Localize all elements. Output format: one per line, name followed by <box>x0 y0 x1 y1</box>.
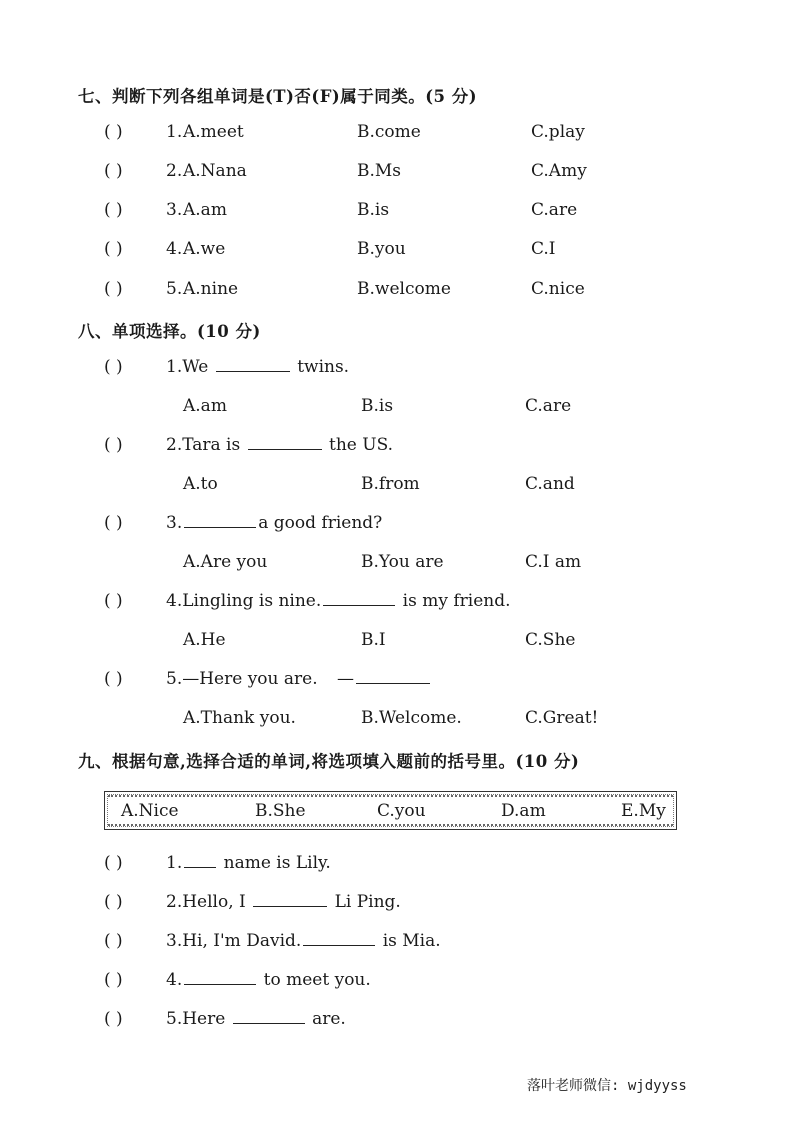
word-bank-item: B.She <box>255 801 306 821</box>
option-c: C.are <box>531 200 578 220</box>
question-number: 3. <box>166 200 183 220</box>
question-number: 2. <box>166 161 183 181</box>
question-stem <box>166 669 432 689</box>
option-a: A.Are you <box>183 552 268 572</box>
answer-paren[interactable]: ( ) <box>104 122 123 142</box>
stem-text: 2.Tara is <box>166 435 241 455</box>
option-b: B.from <box>361 474 420 494</box>
option-c: C.She <box>525 630 576 650</box>
option-c: C.I <box>531 239 556 259</box>
stem-text: are. <box>312 1009 346 1029</box>
question-stem <box>166 513 382 533</box>
word-bank-item: E.My <box>621 801 666 821</box>
question-stem <box>166 357 349 377</box>
option-a: A.Nana <box>183 161 247 181</box>
stem-text: 5.Here <box>166 1009 226 1029</box>
stem-text: 5.—Here you are. <box>166 669 318 689</box>
answer-blank[interactable] <box>303 944 375 946</box>
answer-blank[interactable] <box>233 1022 305 1024</box>
stem-text: a good friend? <box>258 513 383 533</box>
stem-text: 3. <box>166 513 183 533</box>
answer-blank[interactable] <box>184 983 256 985</box>
answer-blank[interactable] <box>248 448 322 450</box>
stem-text: 1. <box>166 853 183 873</box>
word-bank-item: D.am <box>501 801 546 821</box>
option-b: B.Ms <box>357 161 402 181</box>
option-c: C.nice <box>531 279 585 299</box>
option-a: A.Thank you. <box>183 708 296 728</box>
option-c: C.are <box>525 396 572 416</box>
option-b: B.come <box>357 122 421 142</box>
section-8-heading: 八、单项选择。(10 分) <box>78 322 261 341</box>
section-9-heading: 九、根据句意,选择合适的单词,将选项填入题前的括号里。(10 分) <box>78 752 580 771</box>
answer-blank[interactable] <box>253 905 327 907</box>
answer-paren[interactable]: ( ) <box>104 669 123 689</box>
answer-paren[interactable]: ( ) <box>104 970 123 990</box>
answer-paren[interactable]: ( ) <box>104 239 123 259</box>
answer-paren[interactable]: ( ) <box>104 892 123 912</box>
stem-dash: — <box>337 669 355 689</box>
answer-paren[interactable]: ( ) <box>104 435 123 455</box>
answer-paren[interactable]: ( ) <box>104 931 123 951</box>
option-c: C.and <box>525 474 575 494</box>
answer-paren[interactable]: ( ) <box>104 200 123 220</box>
option-c: C.play <box>531 122 585 142</box>
question-stem <box>166 931 441 951</box>
option-a: A.am <box>183 200 227 220</box>
stem-text: the US. <box>329 435 394 455</box>
question-stem <box>166 435 393 455</box>
option-b: B.is <box>361 396 394 416</box>
question-stem <box>166 1009 346 1029</box>
option-a: A.am <box>183 396 227 416</box>
stem-text: to meet you. <box>263 970 371 990</box>
stem-text: 4. <box>166 970 183 990</box>
option-a: A.to <box>183 474 218 494</box>
stem-text: 3.Hi, I'm David. <box>166 931 302 951</box>
stem-text: Li Ping. <box>334 892 401 912</box>
stem-text: is my friend. <box>402 591 511 611</box>
option-a: A.He <box>183 630 226 650</box>
word-bank-item: A.Nice <box>121 801 179 821</box>
word-bank-item: C.you <box>377 801 426 821</box>
answer-blank[interactable] <box>216 370 290 372</box>
option-b: B.Welcome. <box>361 708 462 728</box>
option-b: B.You are <box>361 552 444 572</box>
answer-blank[interactable] <box>323 604 395 606</box>
option-a: A.meet <box>183 122 244 142</box>
answer-paren[interactable]: ( ) <box>104 591 123 611</box>
option-b: B.you <box>357 239 406 259</box>
section-7-heading: 七、判断下列各组单词是(T)否(F)属于同类。(5 分) <box>78 87 478 106</box>
option-b: B.welcome <box>357 279 451 299</box>
answer-paren[interactable]: ( ) <box>104 1009 123 1029</box>
footer-contact: 落叶老师微信: wjdyyss <box>527 1078 687 1094</box>
answer-blank[interactable] <box>184 866 216 868</box>
answer-paren[interactable]: ( ) <box>104 279 123 299</box>
stem-text: 4.Lingling is nine. <box>166 591 322 611</box>
question-stem <box>166 892 401 912</box>
question-stem <box>166 970 371 990</box>
answer-paren[interactable]: ( ) <box>104 853 123 873</box>
stem-text: name is Lily. <box>223 853 331 873</box>
question-number: 4. <box>166 239 183 259</box>
option-c: C.Amy <box>531 161 587 181</box>
question-stem <box>166 853 331 873</box>
option-c: C.I am <box>525 552 582 572</box>
option-c: C.Great! <box>525 708 599 728</box>
answer-paren[interactable]: ( ) <box>104 161 123 181</box>
answer-paren[interactable]: ( ) <box>104 357 123 377</box>
question-stem <box>166 591 511 611</box>
answer-blank[interactable] <box>356 682 430 684</box>
answer-paren[interactable]: ( ) <box>104 513 123 533</box>
stem-text: 1.We <box>166 357 209 377</box>
word-bank-box <box>104 791 677 830</box>
stem-text: twins. <box>297 357 350 377</box>
question-number: 5. <box>166 279 183 299</box>
option-a: A.we <box>183 239 226 259</box>
stem-text: 2.Hello, I <box>166 892 246 912</box>
question-number: 1. <box>166 122 183 142</box>
option-b: B.I <box>361 630 386 650</box>
option-a: A.nine <box>183 279 239 299</box>
stem-text: is Mia. <box>382 931 441 951</box>
answer-blank[interactable] <box>184 526 256 528</box>
option-b: B.is <box>357 200 390 220</box>
